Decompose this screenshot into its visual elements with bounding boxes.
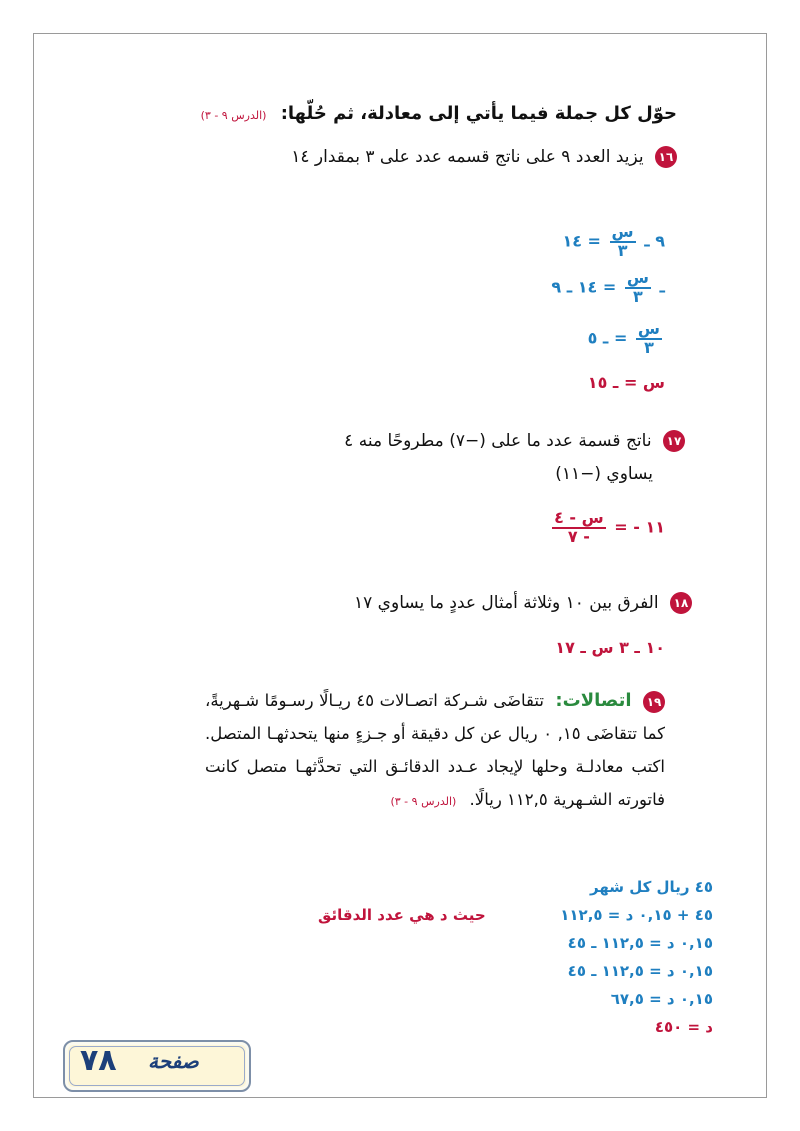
- page-number: ٧٨: [80, 1043, 117, 1078]
- problem-19-lesson-ref: (الدرس ٩ - ٣): [390, 795, 457, 808]
- step-1-lhs: ٩ ـ: [644, 231, 665, 251]
- problem-18: [354, 592, 692, 614]
- problem-16-step-2: [551, 270, 665, 306]
- step-2-denominator: ٣: [633, 286, 643, 306]
- problem-19-number: ١٩: [643, 691, 665, 713]
- step-2-rhs: = ١٤ ـ ٩: [551, 277, 617, 297]
- problem-18-text: الفرق بين ١٠ وثلاثة أمثال عددٍ ما يساوي ١٧: [354, 593, 659, 613]
- exercise-heading: [201, 103, 677, 124]
- problem-19: [205, 684, 665, 818]
- step-2-lhs: ـ: [659, 277, 665, 297]
- solution-line-5: ٠,١٥ د = ٦٧,٥: [610, 990, 713, 1008]
- problem-17-fraction: [552, 510, 606, 546]
- problem-19-keyword: اتصالات:: [555, 690, 632, 711]
- problem-16-text: يزيد العدد ٩ على ناتج قسمه عدد على ٣ بمقدار ١٤: [291, 147, 644, 167]
- step-2-fraction: [625, 270, 651, 306]
- problem-17-rhs: = - ١١: [614, 517, 665, 537]
- heading-lesson-ref: (الدرس ٩ - ٣): [200, 109, 267, 122]
- solution-note: حيث د هي عدد الدقائق: [318, 906, 486, 924]
- step-1-denominator: ٣: [617, 240, 628, 260]
- problem-17-text-line2: يساوي (−١١): [555, 464, 653, 484]
- step-1-numerator: س: [611, 222, 634, 241]
- step-2-numerator: س: [626, 268, 649, 287]
- heading-text: حوّل كل جملة فيما يأتي إلى معادلة، ثم حُلّها:: [280, 103, 677, 124]
- solution-line-6: د = ٤٥٠: [654, 1018, 713, 1036]
- problem-17: [344, 430, 685, 452]
- problem-19-text: تتقاضَى شـركة اتصـالات ٤٥ ريـالًا رسـومًا شـهريةً، كما تتقاضَى ١٥, ٠ ريال عن كل دقيقة أو جـزءٍ منها يتحدثهـا المتصل. اكتب معادلـة وحلها لإيجاد عـدد الدقائـق التي تحدَّثهـا متصل كانت فاتورته الشـهرية ١١٢,٥ ريالًا.: [205, 691, 665, 809]
- step-1-rhs: = ١٤: [562, 231, 601, 251]
- solution-line-2: ٤٥ + ٠,١٥ د = ١١٢,٥: [560, 906, 713, 924]
- problem-16-answer: س = ـ ١٥: [587, 373, 665, 392]
- step-3-denominator: ٣: [644, 337, 654, 357]
- problem-16-number: ١٦: [655, 146, 677, 168]
- problem-17-equation: [549, 510, 665, 546]
- solution-line-3: ٠,١٥ د = ١١٢,٥ ـ ٤٥: [567, 934, 713, 952]
- problem-17-number: ١٧: [663, 430, 685, 452]
- problem-16: [291, 146, 677, 168]
- page-label: صفحة: [148, 1049, 199, 1073]
- problem-17-text-line1: ناتج قسمة عدد ما على (−٧) مطروحًا منه ٤: [344, 431, 652, 451]
- step-3-numerator: س: [637, 319, 660, 338]
- problem-16-step-3: [588, 321, 665, 357]
- solution-line-4: ٠,١٥ د = ١١٢,٥ ـ ٤٥: [567, 962, 713, 980]
- problem-17-numerator: س - ٤: [554, 508, 604, 527]
- step-3-fraction: [636, 321, 662, 357]
- step-3-rhs: = ـ ٥: [587, 328, 628, 348]
- problem-18-answer: ١٠ ـ ٣ س ـ ١٧: [555, 638, 665, 657]
- problem-16-step-1: [562, 224, 665, 260]
- problem-17-denominator: - ٧: [567, 526, 590, 546]
- solution-line-1: ٤٥ ريال كل شهر: [590, 878, 713, 896]
- problem-18-number: ١٨: [670, 592, 692, 614]
- step-1-fraction: [610, 224, 636, 260]
